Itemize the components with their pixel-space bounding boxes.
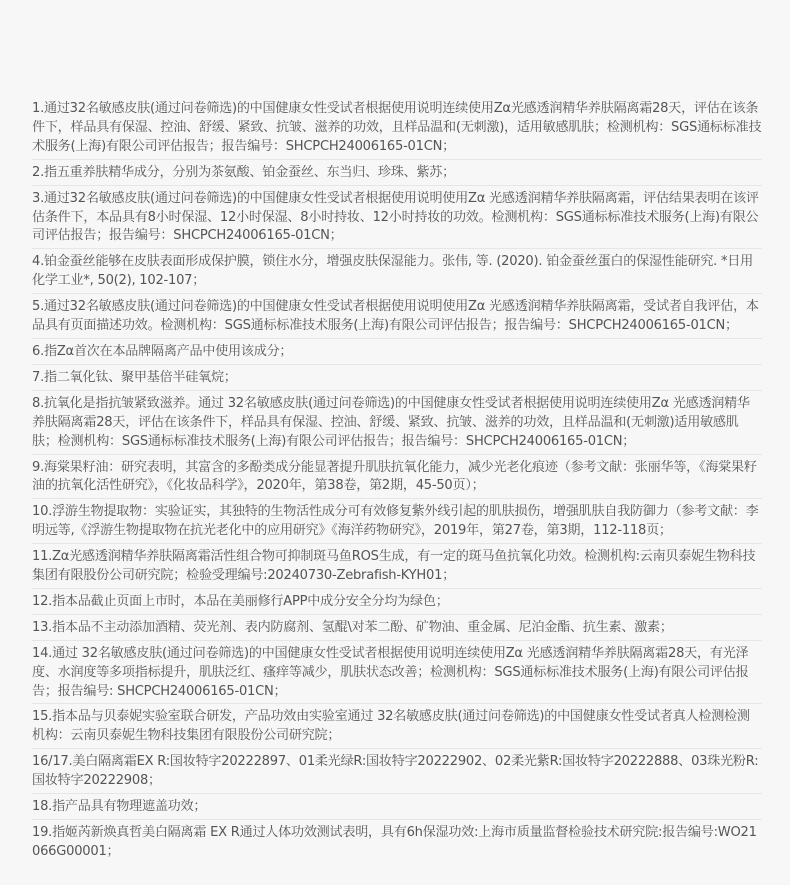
- footnote-13: 13.指本品不主动添加酒精、荧光剂、表内防腐剂、氢醌\对苯二酚、矿物油、重金属、尼泊金酯、抗生素、激素；: [32, 615, 762, 641]
- footnote-18: 18.指产品具有物理遮盖功效；: [32, 794, 762, 820]
- footnote-2: 2.指五重养肤精华成分，分别为茶氨酸、铂金蚕丝、东当归、珍珠、紫苏；: [32, 160, 762, 186]
- footnote-1: 1.通过32名敏感皮肤(通过问卷筛选)的中国健康女性受试者根据使用说明连续使用Zα光感透润精华养肤隔离霜28天，评估在该条件下，样品具有保湿、控油、舒缓、紧致、抗皱、滋养的功效，且样品温和(无刺激)，适用敏感肌肤；检测机构：SGS通标标准技术服务(上海)有限公司评估报告；报告编号：SHCPCH24006165-01CN；: [32, 96, 762, 160]
- footnote-5: 5.通过32名敏感皮肤(通过问卷筛选)的中国健康女性受试者根据使用说明使用Zα 光感透润精华养肤隔离霜，受试者自我评估，本品具有页面描述功效。检测机构：SGS通标标准技术服务(上海)有限公司评估报告；报告编号：SHCPCH24006165-01CN；: [32, 294, 762, 339]
- footnote-6: 6.指Zα首次在本品牌隔离产品中使用该成分；: [32, 339, 762, 365]
- footnote-3: 3.通过32名敏感皮肤(通过问卷筛选)的中国健康女性受试者根据使用说明使用Zα 光感透润精华养肤隔离霜，评估结果表明在该评估条件下，本品具有8小时保湿、12小时保湿、8小时持妆、12小时持妆的功效。检测机构：SGS通标标准技术服务(上海)有限公司评估报告；报告编号：SHCPCH24006165-01CN；: [32, 186, 762, 250]
- footnote-list: [32, 96, 762, 864]
- footnote-7: 7.指二氧化钛、聚甲基倍半硅氧烷；: [32, 365, 762, 391]
- footnote-11: 11.Zα光感透润精华养肤隔离霜活性组合物可抑制斑马鱼ROS生成，有一定的斑马鱼抗氧化功效。检测机构:云南贝泰妮生物科技集团有限股份公司研究院；检验受理编号:20240730-Zebrafish-KYH01；: [32, 544, 762, 589]
- footnote-12: 12.指本品截止页面上市时，本品在美丽修行APP中成分安全分均为绿色；: [32, 589, 762, 615]
- footnote-9: 9.海棠果籽油：研究表明，其富含的多酚类成分能显著提升肌肤抗氧化能力，减少光老化痕迹（参考文献：张丽华等，《海棠果籽油的抗氧化活性研究》，《化妆品科学》，2020年，第38卷，第2期，45-50页）；: [32, 455, 762, 500]
- footnote-4: 4.铂金蚕丝能够在皮肤表面形成保护膜，锁住水分，增强皮肤保湿能力。张伟, 等. (2020). 铂金蚕丝蛋白的保湿性能研究. *日用化学工业*, 50(2), 102-107；: [32, 249, 762, 294]
- footnote-14: 14.通过 32名敏感皮肤(通过问卷筛选)的中国健康女性受试者根据使用说明连续使用Zα 光感透润精华养肤隔离霜28天，有光泽度、水润度等多项指标提升，肌肤泛红、瘙痒等减少，肌肤状态改善；检测机构：SGS通标标准技术服务(上海)有限公司评估报告；报告编号: SHCPCH24006165-01CN；: [32, 641, 762, 705]
- footnote-16-17: 16/17.美白隔离霜EX R:国妆特字20222897、01柔光绿R:国妆特字20222902、02柔光紫R:国妆特字20222888、03珠光粉R:国妆特字20222908；: [32, 749, 762, 794]
- footnote-19: 19.指姬芮新焕真哲美白隔离霜 EX R通过人体功效测试表明，具有6h保湿功效:上海市质量监督检验技术研究院:报告编号:WO21066G00001；: [32, 825, 757, 859]
- footnote-8: 8.抗氧化是指抗皱紧致滋养。通过 32名敏感皮肤(通过问卷筛选)的中国健康女性受试者根据使用说明连续使用Zα 光感透润精华养肤隔离霜28天，评估在该条件下，样品具有保湿、控油、舒缓、紧致、抗皱、滋养的功效，且样品温和(无刺激)适用敏感肌肤；检测机构：SGS通标标准技术服务(上海)有限公司评估报告；报告编号：SHCPCH24006165-01CN；: [32, 391, 762, 455]
- footnote-15: 15.指本品与贝泰妮实验室联合研发，产品功效由实验室通过 32名敏感皮肤(通过问卷筛选)的中国健康女性受试者真人检测检测机构：云南贝泰妮生物科技集团有限股份公司研究院；: [32, 704, 762, 749]
- footnote-10: 10.浮游生物提取物：实验证实，其独特的生物活性成分可有效修复紫外线引起的肌肤损伤，增强肌肤自我防御力（参考文献：李明远等,《浮游生物提取物在抗光老化中的应用研究》《海洋药物研究》，2019年，第27卷，第3期，112-118页；: [32, 499, 762, 544]
